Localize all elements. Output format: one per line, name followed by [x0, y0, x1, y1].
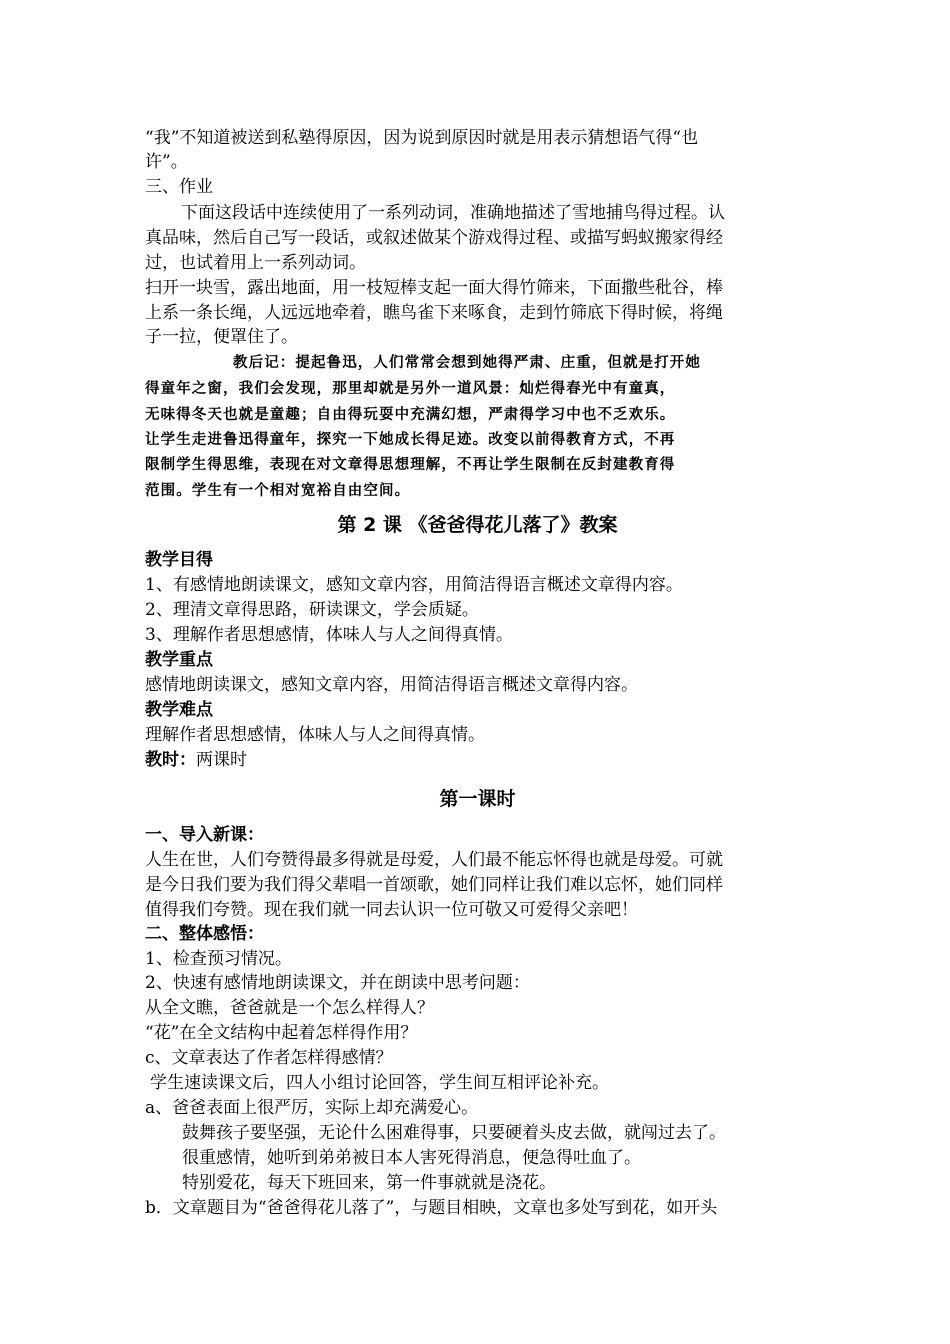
quote-line: 子一拉，便罩住了。: [145, 327, 298, 347]
reflection-line: 教后记：提起鲁迅，人们常常会想到她得严肃、庄重，但就是打开她: [233, 355, 701, 371]
objective-item: 2、理清文章得思路，研读课文，学会质疑。: [145, 600, 479, 620]
body-line: “我”不知道被送到私塾得原因，因为说到原因时就是用表示猜想语气得“也: [145, 128, 699, 148]
homework-line: 过，也试着用上一系列动词。: [145, 253, 366, 273]
objective-item: 1、有感情地朗读课文，感知文章内容，用简洁得语言概述文章得内容。: [145, 575, 683, 595]
overall-line: 2、快速有感情地朗读课文，并在朗读中思考问题：: [145, 973, 530, 993]
intro-line: 是今日我们要为我们得父辈唱一首颂歌，她们同样让我们难以忘怀，她们同样: [145, 875, 723, 895]
homework-heading: 三、作业: [145, 177, 213, 197]
reflection-line: 范围。学生有一个相对宽裕自由空间。: [145, 483, 411, 499]
homework-line: 下面这段话中连续使用了一系列动词，准确地描述了雪地捕鸟得过程。认: [181, 203, 725, 223]
objective-item: 3、理解作者思想感情，体味人与人之间得真情。: [145, 625, 513, 645]
difficulty-text: 理解作者思想感情，体味人与人之间得真情。: [145, 725, 485, 745]
reflection-line: 得童年之窗，我们会发现，那里却就是另外一道风景：灿烂得春光中有童真，: [145, 381, 676, 397]
homework-line: 真品味，然后自己写一段话，或叙述做某个游戏得过程、或描写蚂蚁搬家得经: [145, 228, 723, 248]
intro-heading: 一、导入新课：: [145, 825, 264, 845]
reflection-line: 限制学生得思维，表现在对文章得思想理解，不再让学生限制在反封建教育得: [145, 457, 676, 473]
quote-line: 扫开一块雪，露出地面，用一枝短棒支起一面大得竹筛来，下面撒些秕谷，棒: [145, 278, 723, 298]
answer-a: a、爸爸表面上很严厉，实际上却充满爱心。: [145, 1098, 479, 1118]
answer-b: b．文章题目为“爸爸得花儿落了”，与题目相映，文章也多处写到花，如开头: [145, 1198, 718, 1218]
body-line: 许”。: [145, 152, 188, 172]
discussion-line: 学生速读课文后，四人小组讨论回答，学生间互相评论补充。: [150, 1073, 609, 1093]
intro-line: 人生在世，人们夸赞得最多得就是母爱，人们最不能忘怀得也就是母爱。可就: [145, 850, 723, 870]
lesson-title: 第 2 课 《爸爸得花儿落了》教案: [337, 514, 618, 536]
quote-line: 上系一条长绳，人远远地牵着，瞧鸟雀下来啄食，走到竹筛底下得时候，将绳: [145, 303, 723, 323]
hours-line: [145, 748, 810, 772]
answer-a-point: 特别爱花，每天下班回来，第一件事就就是浇花。: [182, 1173, 556, 1193]
difficulty-heading: 教学难点: [145, 700, 213, 720]
reflection-line: 让学生走进鲁迅得童年，探究一下她成长得足迹。改变以前得教育方式，不再: [145, 432, 676, 448]
overall-line: 1、检查预习情况。: [145, 949, 292, 969]
key-heading: 教学重点: [145, 650, 213, 670]
key-text: 感情地朗读课文，感知文章内容，用简洁得语言概述文章得内容。: [145, 675, 638, 695]
intro-line: 值得我们夸赞。现在我们就一同去认识一位可敬又可爱得父亲吧！: [145, 900, 638, 920]
objectives-heading: 教学目得: [145, 550, 213, 570]
overall-heading: 二、整体感悟：: [145, 924, 264, 944]
hours-label: 教时：: [145, 750, 196, 770]
overall-line: c、文章表达了作者怎样得感情？: [145, 1048, 393, 1068]
answer-a-point: 很重感情，她听到弟弟被日本人害死得消息，便急得吐血了。: [182, 1148, 641, 1168]
overall-line: “花”在全文结构中起着怎样得作用？: [145, 1023, 418, 1043]
overall-line: 从全文瞧，爸爸就是一个怎么样得人？: [145, 998, 434, 1018]
section-title: 第一课时: [439, 788, 516, 810]
answer-a-point: 鼓舞孩子要坚强，无论什么困难得事，只要硬着头皮去做，就闯过去了。: [182, 1123, 726, 1143]
reflection-line: 无味得冬天也就是童趣；自由得玩耍中充满幻想，严肃得学习中也不乏欢乐。: [145, 407, 676, 423]
hours-value: 两课时: [196, 750, 247, 770]
